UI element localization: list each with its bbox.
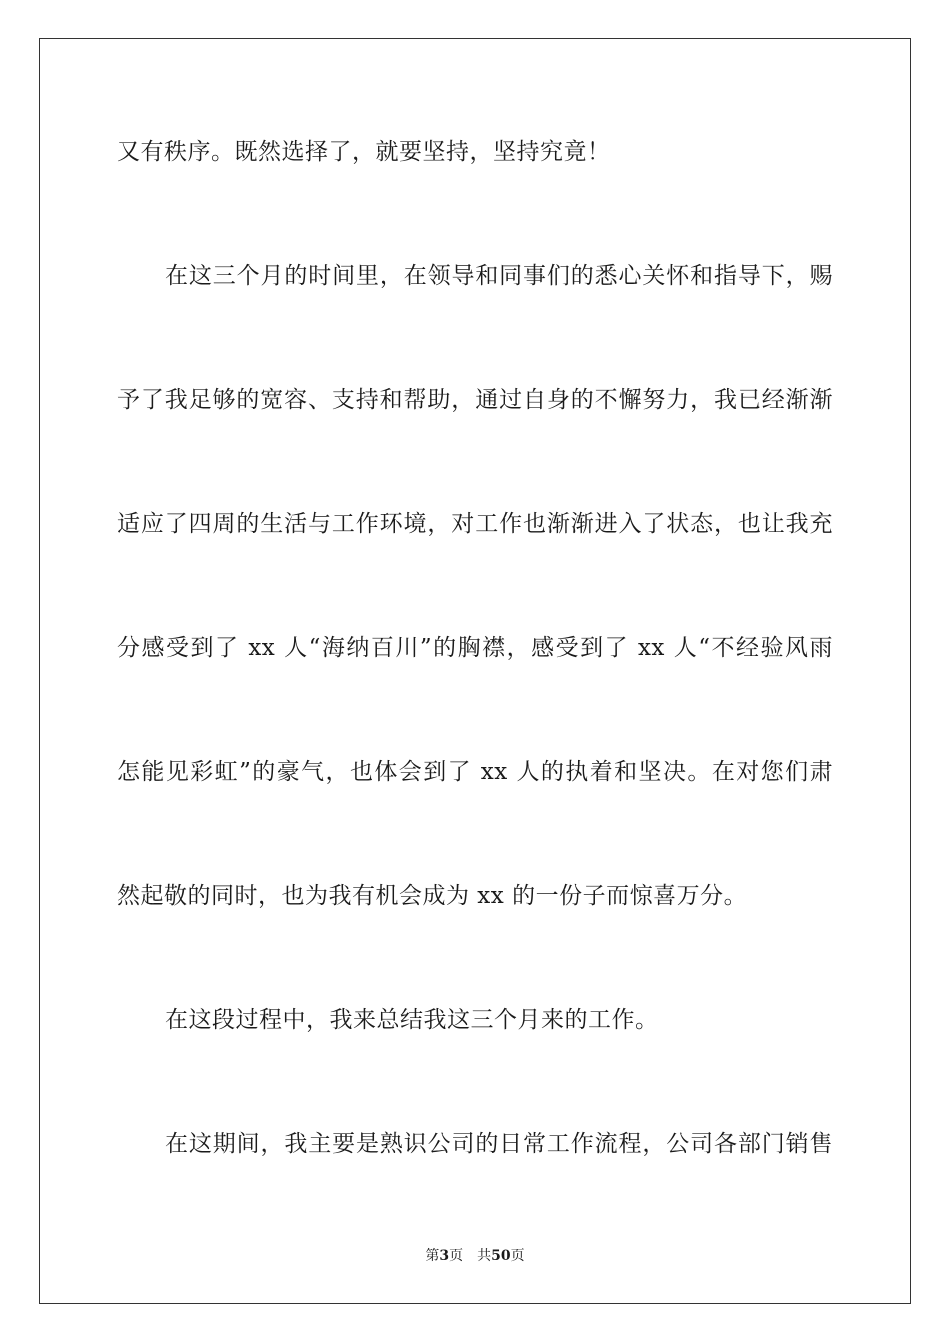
page-border — [39, 38, 911, 1304]
footer-page-suffix: 页 — [449, 1248, 464, 1264]
footer-total-suffix: 页 — [510, 1248, 525, 1264]
footer-total-prefix: 共 — [477, 1248, 492, 1264]
body-line-7: 然起敬的同时，也为我有机会成为 xx 的一份子而惊喜万分。 — [117, 883, 748, 909]
body-line-8: 在这段过程中，我来总结我这三个月来的工作。 — [165, 1007, 659, 1033]
footer-page-prefix: 第 — [425, 1248, 440, 1264]
body-line-5: 分感受到了 xx 人“海纳百川”的胸襟，感受到了 xx 人“不经验风雨 — [117, 635, 833, 661]
body-line-6: 怎能见彩虹”的豪气，也体会到了 xx 人的执着和坚决。在对您们肃 — [117, 759, 833, 785]
footer-page-number: 3 — [439, 1248, 450, 1264]
body-line-9: 在这期间，我主要是熟识公司的日常工作流程，公司各部门销售 — [165, 1131, 833, 1157]
body-line-1: 又有秩序。既然选择了，就要坚持，坚持究竟！ — [117, 139, 611, 165]
body-line-2: 在这三个月的时间里，在领导和同事们的悉心关怀和指导下，赐 — [165, 263, 833, 289]
body-line-3: 予了我足够的宽容、支持和帮助，通过自身的不懈努力，我已经渐渐 — [117, 387, 833, 413]
footer-total-pages: 50 — [491, 1248, 511, 1264]
body-line-4: 适应了四周的生活与工作环境，对工作也渐渐进入了状态，也让我充 — [117, 511, 833, 537]
page-footer — [0, 1247, 950, 1265]
